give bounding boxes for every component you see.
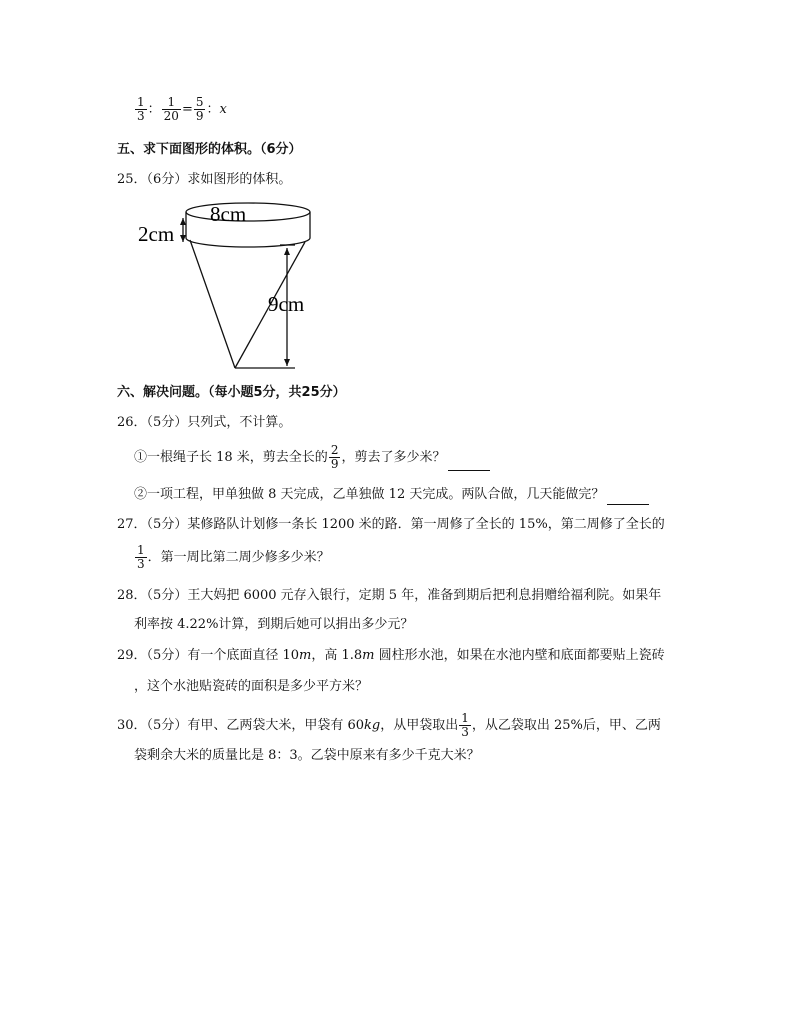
text: ①一根绳子长 18 米，剪去全长的 xyxy=(134,450,328,465)
question-26: 26．（5分）只列式，不计算。 xyxy=(117,415,292,430)
cone-left-edge xyxy=(190,240,235,368)
text: 29．（5分）有一个底面直径 10 xyxy=(117,648,299,663)
question-29-line-1 xyxy=(117,646,665,666)
fraction xyxy=(459,712,471,739)
question-30-line-1 xyxy=(117,712,661,739)
variable-x: x xyxy=(219,102,227,117)
text: ②一项工程，甲单独做 8 天完成，乙单独做 12 天完成。两队合做，几天能做完？ xyxy=(134,487,605,502)
numerator: 1 xyxy=(461,711,469,725)
section-five-title: 五、求下面图形的体积。（6分） xyxy=(117,142,302,157)
question-27-line-1: 27．（5分）某修路队计划修一条长 1200 米的路．第一周修了全长的 15%，第二周修了全长的 xyxy=(117,517,665,532)
ratio-colon: ： xyxy=(147,102,161,117)
numerator: 1 xyxy=(137,543,145,557)
denominator: 20 xyxy=(163,109,179,123)
question-26-part-2 xyxy=(134,485,649,505)
answer-blank[interactable] xyxy=(448,458,490,471)
text: ，从甲袋取出 xyxy=(380,718,459,733)
arrow-up-icon xyxy=(180,218,186,225)
section-six-title: 六、解决问题。（每小题5分，共25分） xyxy=(117,385,346,400)
text: 圆柱形水池，如果在水池内壁和底面都要贴上瓷砖 xyxy=(374,648,665,663)
question-28-line-1: 28．（5分）王大妈把 6000 元存入银行，定期 5 年，准备到期后把利息捐赠给福利院。如果年 xyxy=(117,588,662,603)
denominator: 3 xyxy=(137,109,145,123)
text: 30．（5分）有甲、乙两袋大米，甲袋有 60 xyxy=(117,718,364,733)
unit: m xyxy=(362,648,375,663)
question-26-part-1 xyxy=(134,444,490,471)
unit: m xyxy=(299,648,312,663)
denominator: 3 xyxy=(461,725,469,739)
label-cylinder-height: 2cm xyxy=(138,222,175,246)
label-cone-height: 9cm xyxy=(268,292,305,316)
question-29-line-2: ，这个水池贴瓷砖的面积是多少平方米？ xyxy=(134,679,369,694)
denominator: 9 xyxy=(195,109,204,123)
cylinder-cone-figure xyxy=(138,198,305,374)
question-28-line-2: 利率按 4.22%计算，到期后她可以捐出多少元？ xyxy=(134,617,414,632)
proportion-equation xyxy=(134,96,227,123)
label-diameter: 8cm xyxy=(210,202,247,226)
arrow-down-icon xyxy=(180,235,186,242)
equals-sign: = xyxy=(181,102,193,117)
fraction xyxy=(135,544,147,571)
cylinder-top-ellipse xyxy=(186,203,310,221)
fraction xyxy=(329,444,341,471)
unit: kg xyxy=(364,718,381,733)
numerator: 2 xyxy=(330,443,339,457)
text: ，高 1.8 xyxy=(311,648,363,663)
answer-blank[interactable] xyxy=(607,492,649,505)
fraction xyxy=(162,96,181,123)
arrow-down-icon xyxy=(284,359,290,366)
question-25: 25．（6分）求如图形的体积。 xyxy=(117,172,292,187)
denominator: 3 xyxy=(137,557,145,571)
ratio-colon: ： xyxy=(206,102,220,117)
text: ．第一周比第二周少修多少米？ xyxy=(147,550,330,565)
text: ，从乙袋取出 25%后，甲、乙两 xyxy=(471,718,661,733)
question-30-line-2: 袋剩余大米的质量比是 8：3。乙袋中原来有多少千克大米？ xyxy=(134,748,480,763)
arrow-up-icon xyxy=(284,248,290,255)
text: ，剪去了多少米？ xyxy=(341,450,446,465)
fraction xyxy=(135,96,147,123)
numerator: 1 xyxy=(167,95,176,109)
fraction xyxy=(194,96,206,123)
question-27-line-2 xyxy=(134,544,330,571)
denominator: 9 xyxy=(330,457,339,471)
numerator: 1 xyxy=(137,95,145,109)
numerator: 5 xyxy=(195,95,204,109)
